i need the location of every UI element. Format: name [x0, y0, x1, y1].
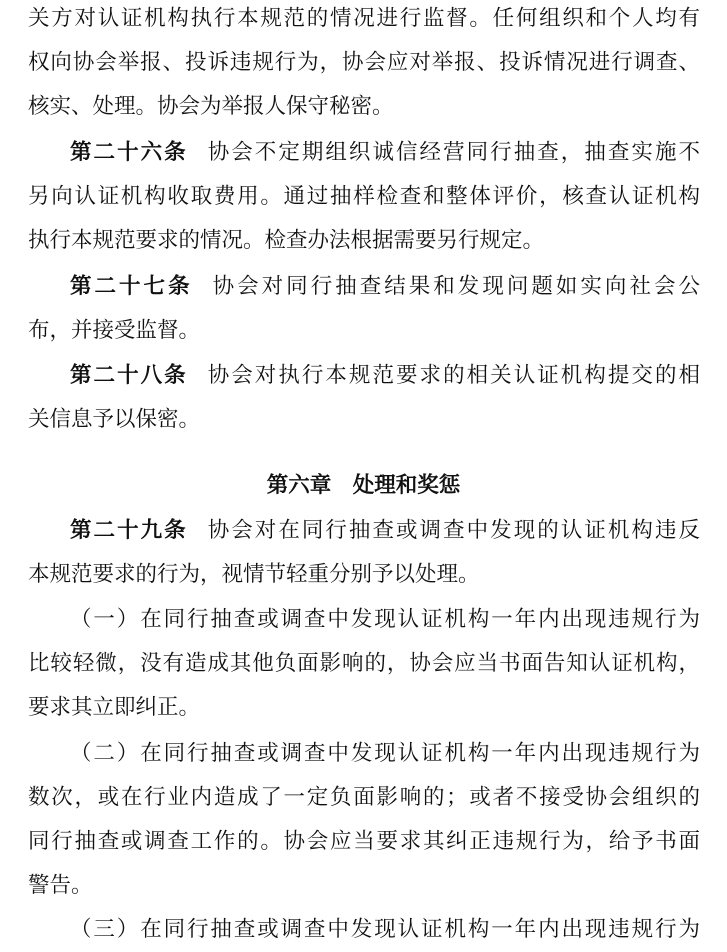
text-line — [28, 131, 700, 175]
text-line: 比较轻微，没有造成其他负面影响的，协会应当书面告知认证机构， — [28, 651, 700, 676]
chapter-heading: 第六章 处理和奖惩 — [266, 473, 461, 498]
article-28 — [28, 354, 700, 442]
article-text: 协会不定期组织诚信经营同行抽查，抽查实施不 — [207, 140, 700, 165]
text-line: 关信息予以保密。 — [28, 407, 201, 432]
text-line — [28, 265, 700, 309]
article-label: 第二十九条 — [70, 518, 188, 543]
text-line: 同行抽查或调查工作的。协会应当要求其纠正违规行为，给予书面 — [28, 829, 700, 854]
article-label: 第二十八条 — [70, 363, 188, 388]
text-line: 权向协会举报、投诉违规行为，协会应对举报、投诉情况进行调查、 — [28, 50, 700, 75]
text-line: （三）在同行抽查或调查中发现认证机构一年内出现违规行为 — [70, 917, 700, 942]
text-line: 数次，或在行业内造成了一定负面影响的；或者不接受协会组织的 — [28, 785, 700, 810]
text-line: 本规范要求的行为，视情节轻重分别予以处理。 — [28, 562, 480, 587]
text-line: 关方对认证机构执行本规范的情况进行监督。任何组织和个人均有 — [28, 6, 700, 31]
text-line: （二）在同行抽查或调查中发现认证机构一年内出现违规行为 — [70, 741, 700, 766]
article-label: 第二十七条 — [70, 274, 193, 299]
text-line: （一）在同行抽查或调查中发现认证机构一年内出现违规行为 — [70, 607, 700, 632]
text-line: 警告。 — [28, 873, 93, 898]
article-text: 协会对执行本规范要求的相关认证机构提交的相 — [207, 363, 700, 388]
list-item-2 — [28, 732, 700, 908]
text-line: 布，并接受监督。 — [28, 318, 201, 343]
text-line: 要求其立即纠正。 — [28, 695, 201, 720]
text-line — [28, 354, 700, 398]
article-text: 协会对同行抽查结果和发现问题如实向社会公 — [212, 274, 700, 299]
list-item-3 — [28, 908, 700, 952]
article-label: 第二十六条 — [70, 140, 188, 165]
list-item-1 — [28, 598, 700, 730]
text-line — [28, 509, 700, 553]
article-26 — [28, 131, 700, 263]
article-29 — [28, 509, 700, 597]
text-line: 核实、处理。协会为举报人保守秘密。 — [28, 94, 394, 119]
text-line: 另向认证机构收取费用。通过抽样检查和整体评价，核查认证机构 — [28, 184, 700, 209]
text-line: 执行本规范要求的情况。检查办法根据需要另行规定。 — [28, 228, 545, 253]
paragraph-continuation — [28, 0, 700, 129]
article-text: 协会对在同行抽查或调查中发现的认证机构违反 — [207, 518, 700, 543]
article-27 — [28, 265, 700, 353]
